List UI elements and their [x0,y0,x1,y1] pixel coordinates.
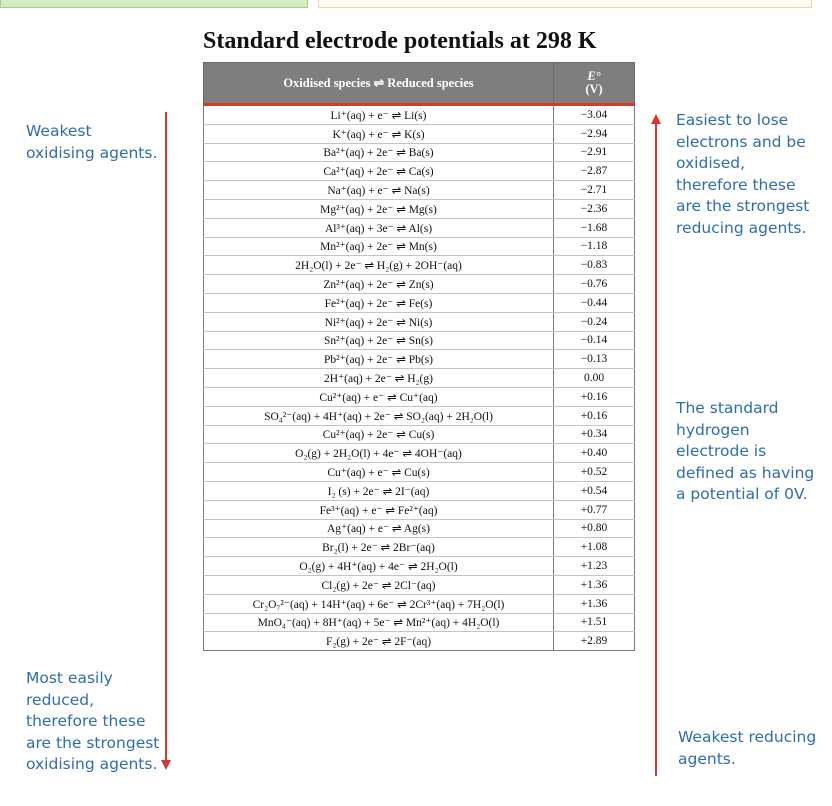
table-row [204,350,635,369]
table-row [204,557,635,576]
half-equation-cell: Zn²⁺(aq) + 2e⁻ ⇌ Zn(s) [204,275,554,294]
table-row [204,425,635,444]
potential-cell: −0.76 [554,275,635,294]
potential-cell: −1.68 [554,218,635,237]
half-equation-cell: Mg²⁺(aq) + 2e⁻ ⇌ Mg(s) [204,199,554,218]
table-row [204,500,635,519]
potential-cell: 0.00 [554,369,635,388]
note-weakest-oxidising: Weakest oxidising agents. [26,122,158,162]
half-equation-cell: Sn²⁺(aq) + 2e⁻ ⇌ Sn(s) [204,331,554,350]
half-equation-cell: O₂(g) + 2H₂O(l) + 4e⁻ ⇌ 4OH⁻(aq) [204,444,554,463]
potential-cell: +0.16 [554,406,635,425]
half-equation-cell: F₂(g) + 2e⁻ ⇌ 2F⁻(aq) [204,632,554,651]
potential-cell: −2.94 [554,124,635,143]
half-equation-cell: O₂(g) + 4H⁺(aq) + 4e⁻ ⇌ 2H₂O(l) [204,557,554,576]
right-arrow-shaft [655,122,657,776]
potential-cell: +1.23 [554,557,635,576]
header-e-symbol: E° [587,69,601,83]
table-row [204,538,635,557]
half-equation-cell: Cu²⁺(aq) + e⁻ ⇌ Cu⁺(aq) [204,387,554,406]
electrode-potentials-table [203,62,635,651]
half-equation-cell: 2H⁺(aq) + 2e⁻ ⇌ H₂(g) [204,369,554,388]
top-left-banner [0,0,308,8]
table-row [204,312,635,331]
half-equation-cell: Cl₂(g) + 2e⁻ ⇌ 2Cl⁻(aq) [204,575,554,594]
half-equation-cell: Br₂(l) + 2e⁻ ⇌ 2Br⁻(aq) [204,538,554,557]
note-most-easily-reduced: Most easily reduced, therefore these are the strongest oxidising agents. [26,669,160,773]
potential-cell: +1.36 [554,575,635,594]
half-equation-cell: Mn²⁺(aq) + 2e⁻ ⇌ Mn(s) [204,237,554,256]
table-row [204,463,635,482]
table-row [204,575,635,594]
potential-cell: −2.87 [554,162,635,181]
header-potential [554,63,635,105]
table-row [204,237,635,256]
half-equation-cell: Li⁺(aq) + e⁻ ⇌ Li(s) [204,105,554,125]
potential-cell: +2.89 [554,632,635,651]
potential-cell: +0.54 [554,481,635,500]
table-row [204,406,635,425]
header-unit: (V) [585,82,603,96]
note-standard-hydrogen: The standard hydrogen electrode is defined as having a potential of 0V. [676,399,815,503]
half-equation-cell: 2H₂O(l) + 2e⁻ ⇌ H₂(g) + 2OH⁻(aq) [204,256,554,275]
table-row [204,481,635,500]
page-title: Standard electrode potentials at 298 K [203,28,597,54]
potential-cell: +1.36 [554,594,635,613]
table-row [204,594,635,613]
note-weakest-reducing: Weakest reducing agents. [678,728,817,768]
half-equation-cell: Na⁺(aq) + e⁻ ⇌ Na(s) [204,181,554,200]
potential-cell: +1.08 [554,538,635,557]
half-equation-cell: Ca²⁺(aq) + 2e⁻ ⇌ Ca(s) [204,162,554,181]
potential-cell: −0.13 [554,350,635,369]
potential-cell: −0.83 [554,256,635,275]
table-row [204,444,635,463]
table-row [204,632,635,651]
table-row [204,124,635,143]
potential-cell: +0.40 [554,444,635,463]
table-row [204,331,635,350]
half-equation-cell: K⁺(aq) + e⁻ ⇌ K(s) [204,124,554,143]
half-equation-cell: SO₄²⁻(aq) + 4H⁺(aq) + 2e⁻ ⇌ SO₂(aq) + 2H₂O(l) [204,406,554,425]
table-row [204,162,635,181]
potential-cell: +1.51 [554,613,635,632]
note-easiest-to-lose: Easiest to lose electrons and be oxidised, therefore these are the strongest reducing agents. [676,111,810,237]
table-row [204,387,635,406]
table-row [204,293,635,312]
table-row [204,519,635,538]
potential-cell: +0.16 [554,387,635,406]
half-equation-cell: Ni²⁺(aq) + 2e⁻ ⇌ Ni(s) [204,312,554,331]
table-row [204,218,635,237]
potential-cell: −3.04 [554,105,635,125]
top-right-banner [318,0,812,8]
table-row [204,275,635,294]
potential-cell: +0.77 [554,500,635,519]
potential-cell: +0.52 [554,463,635,482]
half-equation-cell: MnO₄⁻(aq) + 8H⁺(aq) + 5e⁻ ⇌ Mn²⁺(aq) + 4H₂O(l) [204,613,554,632]
table-header-row [204,63,635,105]
potential-cell: −2.91 [554,143,635,162]
potential-cell: −0.24 [554,312,635,331]
table-body [204,105,635,651]
table-row [204,256,635,275]
potential-cell: +0.80 [554,519,635,538]
potential-cell: +0.34 [554,425,635,444]
table-row [204,105,635,125]
half-equation-cell: I₂ (s) + 2e⁻ ⇌ 2I⁻(aq) [204,481,554,500]
potential-cell: −1.18 [554,237,635,256]
potential-cell: −0.44 [554,293,635,312]
half-equation-cell: Fe³⁺(aq) + e⁻ ⇌ Fe²⁺(aq) [204,500,554,519]
half-equation-cell: Pb²⁺(aq) + 2e⁻ ⇌ Pb(s) [204,350,554,369]
half-equation-cell: Cr₂O₇²⁻(aq) + 14H⁺(aq) + 6e⁻ ⇌ 2Cr³⁺(aq) + 7H₂O(l) [204,594,554,613]
potential-cell: −2.36 [554,199,635,218]
half-equation-cell: Cu⁺(aq) + e⁻ ⇌ Cu(s) [204,463,554,482]
table-row [204,181,635,200]
half-equation-cell: Cu²⁺(aq) + 2e⁻ ⇌ Cu(s) [204,425,554,444]
table-row [204,613,635,632]
half-equation-cell: Fe²⁺(aq) + 2e⁻ ⇌ Fe(s) [204,293,554,312]
table-row [204,143,635,162]
potential-cell: −2.71 [554,181,635,200]
half-equation-cell: Al³⁺(aq) + 3e⁻ ⇌ Al(s) [204,218,554,237]
half-equation-cell: Ag⁺(aq) + e⁻ ⇌ Ag(s) [204,519,554,538]
left-arrow-shaft [165,112,167,762]
header-species: Oxidised species ⇌ Reduced species [204,63,554,105]
potential-cell: −0.14 [554,331,635,350]
half-equation-cell: Ba²⁺(aq) + 2e⁻ ⇌ Ba(s) [204,143,554,162]
table-row [204,369,635,388]
table-row [204,199,635,218]
